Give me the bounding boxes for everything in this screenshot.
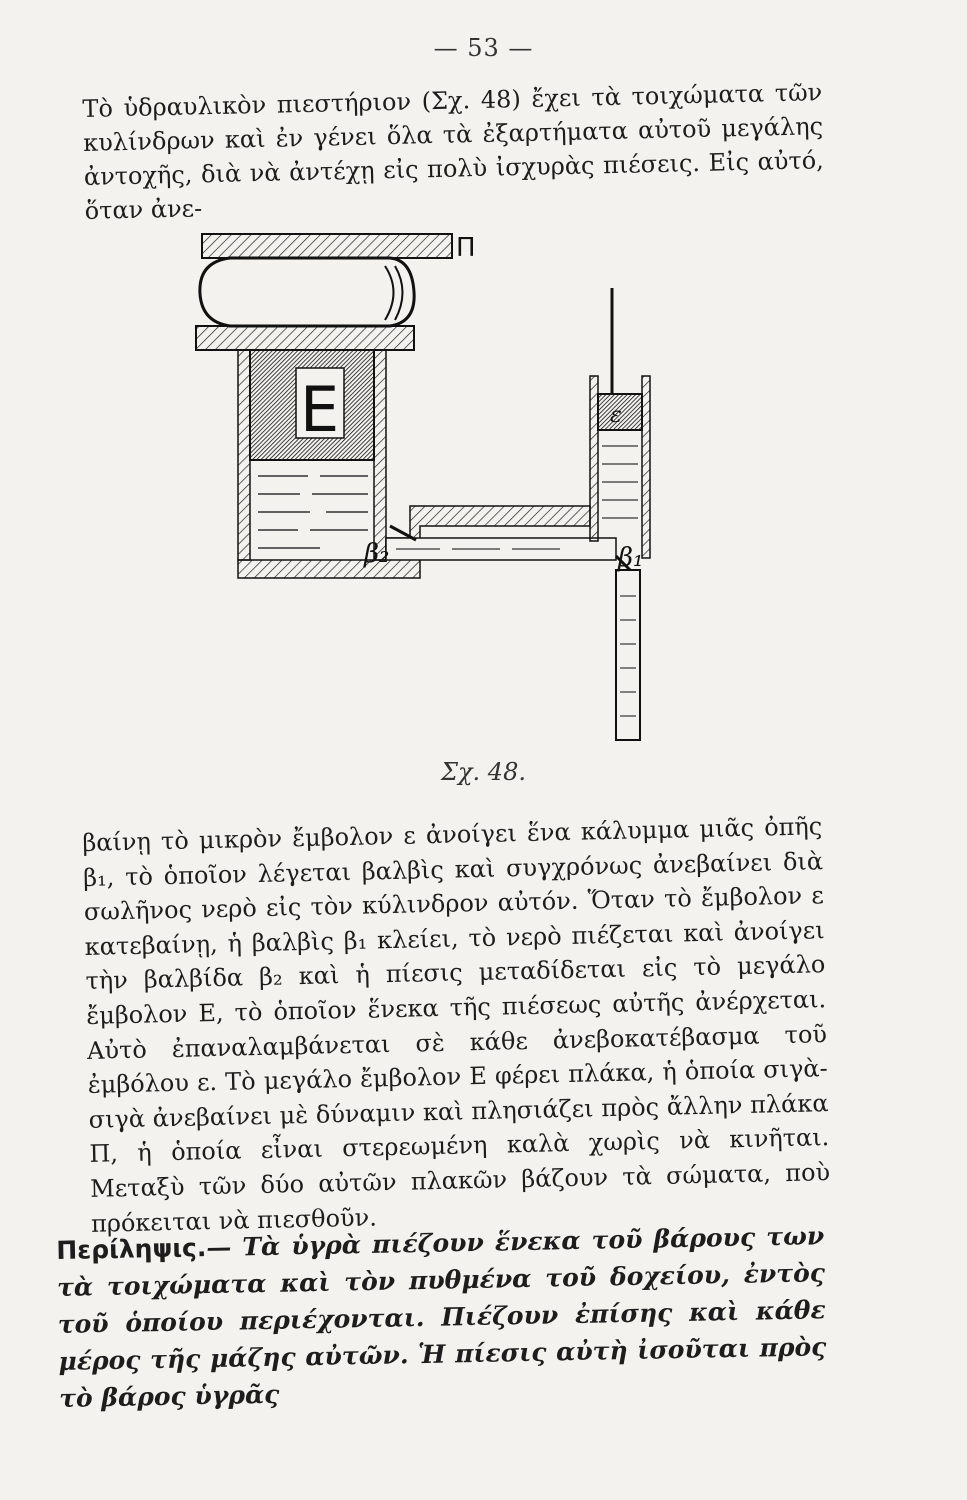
- moving-plate: [196, 326, 414, 350]
- figure-caption: Σχ. 48.: [441, 758, 526, 786]
- fixed-plate: [202, 234, 452, 258]
- small-cylinder-left-wall: [590, 376, 598, 541]
- small-cylinder-right-wall: [642, 376, 650, 558]
- liquid-big-cylinder: [258, 476, 368, 548]
- label-big-piston: Ε: [300, 373, 340, 446]
- label-valve-left: β₂: [364, 539, 390, 569]
- big-cylinder-right-wall: [374, 350, 386, 560]
- page-number: — 53 —: [433, 34, 534, 62]
- summary-block: [56, 1217, 827, 1417]
- paragraph-main: βαίνῃ τὸ μικρὸν ἔμβολον ε ἀνοίγει ἕνα κάλυμμα μιᾶς ὀπῆς β₁, τὸ ὁποῖον λέγεται βαλβὶς καὶ συγχρόνως ἀνεβαίνει διὰ σωλῆνος νερὸ εἰς τὸν κύλινδρον αὐτόν. Ὅταν τὸ ἔμβολον ε κατεβαίνῃ, ἡ βαλβὶς β₁ κλείει, τὸ νερὸ πιέζεται καὶ ἀνοίγει τὴν βαλβίδα β₂ καὶ ἡ πίεσις μεταδίδεται εἰς τὸ μεγάλο ἔμβολον Ε, τὸ ὁποῖον ἕνεκα τῆς πιέσεως αὐτῆς ἀνέρχεται. Αὐτὸ ἐπαναλαμβάνεται σὲ κάθε ἀνεβοκατέβασμα τοῦ ἐμβόλου ε. Τὸ μεγάλο ἔμβολον Ε φέρει πλάκα, ἡ ὁποία σιγὰ-σιγὰ ἀνεβαίνει μὲ δύναμιν καὶ πλησιάζει πρὸς ἄλλην πλάκα Π, ἡ ὁποία εἶναι στερεωμένη καλὰ χωρὶς νὰ κινῆται. Μεταξὺ τῶν δύο αὐτῶν πλακῶν βάζουν τὰ σώματα, ποὺ πρόκειται νὰ πιεσθοῦν.: [82, 812, 831, 1238]
- hydraulic-press-diagram: [180, 226, 660, 756]
- summary-dash: —: [206, 1232, 232, 1263]
- hydraulic-press-figure: [180, 226, 660, 756]
- label-small-piston: ε: [610, 403, 622, 428]
- paragraph-top: Τὸ ὑδραυλικὸν πιεστήριον (Σχ. 48) ἔχει τὰ τοιχώματα τῶν κυλίνδρων καὶ ἐν γένει ὅλα τὰ ἐξαρτήματα αὐτοῦ μεγάλης ἀντοχῆς, διὰ νὰ ἀντέχῃ εἰς πολὺ ἰσχυρὰς πιέσεις. Εἰς αὐτό, ὅταν ἀνε-: [82, 78, 825, 225]
- pressed-object: [200, 258, 414, 326]
- label-valve-right: β₁: [618, 543, 644, 573]
- big-cylinder-left-wall: [238, 350, 250, 560]
- label-plate: Π: [456, 233, 476, 263]
- liquid-small-cylinder: [602, 446, 638, 518]
- summary-heading: Περίληψις.: [56, 1233, 207, 1265]
- summary-text: Τὰ ὑγρὰ πιέζουν ἕνεκα τοῦ βάρους των τὰ τοιχώματα καὶ τὸν πυθμένα τοῦ δοχείου, ἐντὸς τοῦ ὁποίου περιέχονται. Πιέζουν ἐπίσης καὶ κάθε μέρος τῆς μάζης αὐτῶν. Ἡ πίεσις αὐτὴ ἰσοῦται πρὸς τὸ βάρος ὑγρᾶς: [56, 1221, 827, 1413]
